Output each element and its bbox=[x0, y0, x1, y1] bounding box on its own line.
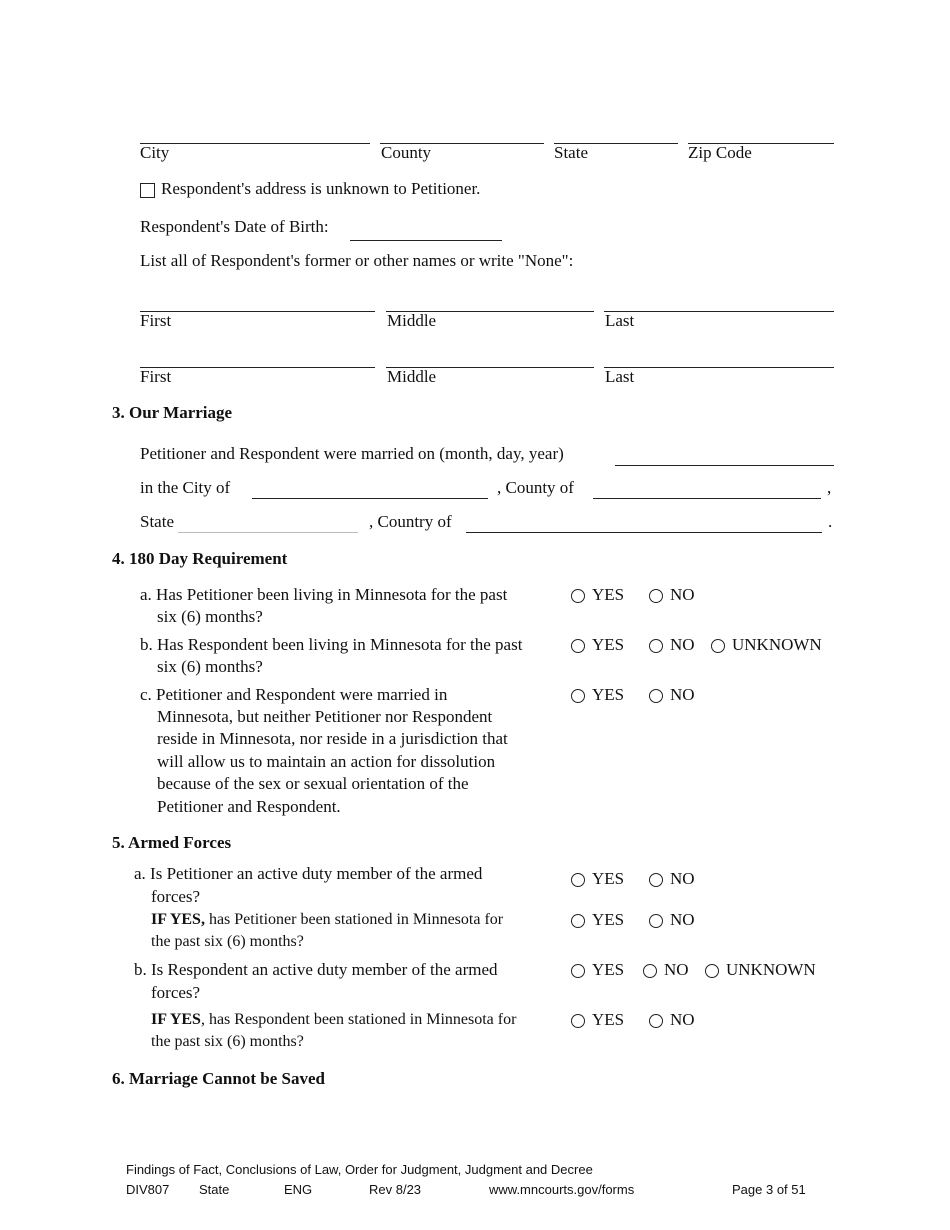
county-comma: , bbox=[827, 478, 832, 497]
q5a-if-yes-yes-radio[interactable] bbox=[571, 914, 585, 928]
marriage-city-field[interactable] bbox=[252, 498, 488, 499]
q5a-if-yes-bold: IF YES, bbox=[151, 911, 205, 928]
q5b-if-yes-line2: the past six (6) months? bbox=[151, 1033, 304, 1050]
q4c-no-radio[interactable] bbox=[649, 689, 663, 703]
footer-lang: ENG bbox=[284, 1182, 313, 1197]
q5a-if-yes-no-radio[interactable] bbox=[649, 914, 663, 928]
state-label-marriage: State bbox=[140, 512, 174, 531]
footer-rev: Rev 8/23 bbox=[369, 1182, 422, 1197]
section-5-heading: 5. Armed Forces bbox=[112, 833, 232, 852]
q5b-if-yes-yes-label: YES bbox=[592, 1010, 625, 1029]
state-label: State bbox=[554, 143, 588, 162]
q5b-unknown-label: UNKNOWN bbox=[726, 960, 816, 979]
q4b-yes-label: YES bbox=[592, 635, 625, 654]
address-unknown-label: Respondent's address is unknown to Petitioner. bbox=[161, 179, 481, 198]
dob-label: Respondent's Date of Birth: bbox=[140, 217, 329, 236]
q5b-unknown-radio[interactable] bbox=[705, 964, 719, 978]
q4c-yes-label: YES bbox=[592, 685, 625, 704]
zip-code-label: Zip Code bbox=[688, 143, 752, 162]
q5b-text-line1: b. Is Respondent an active duty member of the armed bbox=[134, 960, 498, 979]
country-period: . bbox=[828, 512, 833, 531]
married-on-label: Petitioner and Respondent were married on (month, day, year) bbox=[140, 444, 564, 463]
former-name-2-middle-label: Middle bbox=[387, 367, 437, 386]
q4c-text-line6: Petitioner and Respondent. bbox=[157, 797, 341, 816]
in-city-of-label: in the City of bbox=[140, 478, 231, 497]
section-3-heading: 3. Our Marriage bbox=[112, 403, 233, 422]
q4b-no-label: NO bbox=[670, 635, 695, 654]
country-of-label: , Country of bbox=[369, 512, 452, 531]
q4c-text-line5: because of the sex or sexual orientation of the bbox=[157, 774, 469, 793]
q5b-if-yes-rest: , has Respondent been stationed in Minnesota for bbox=[200, 1011, 517, 1028]
former-name-2-last-field[interactable] bbox=[604, 367, 834, 368]
q4c-text-line3: reside in Minnesota, nor reside in a jurisdiction that bbox=[157, 729, 508, 748]
q4b-yes-radio[interactable] bbox=[571, 639, 585, 653]
marriage-county-field[interactable] bbox=[593, 498, 821, 499]
q5b-yes-radio[interactable] bbox=[571, 964, 585, 978]
former-names-label: List all of Respondent's former or other names or write "None": bbox=[140, 251, 574, 270]
q5b-if-yes-line1 bbox=[151, 1009, 516, 1031]
q5b-if-yes-yes-radio[interactable] bbox=[571, 1014, 585, 1028]
former-name-1-first-field[interactable] bbox=[140, 311, 375, 312]
q5b-if-yes-bold: IF YES bbox=[151, 1011, 201, 1028]
former-name-2-first-field[interactable] bbox=[140, 367, 375, 368]
former-name-1-last-label: Last bbox=[605, 311, 635, 330]
q4b-text-line2: six (6) months? bbox=[157, 657, 263, 676]
county-of-label: , County of bbox=[497, 478, 574, 497]
marriage-country-field[interactable] bbox=[466, 532, 822, 533]
footer-title: Findings of Fact, Conclusions of Law, Order for Judgment, Judgment and Decree bbox=[126, 1162, 593, 1177]
q5a-if-yes-yes-label: YES bbox=[592, 910, 625, 929]
q5a-if-yes-no-label: NO bbox=[670, 910, 695, 929]
q5a-if-yes-line2: the past six (6) months? bbox=[151, 933, 304, 950]
section-4-heading: 4. 180 Day Requirement bbox=[112, 549, 288, 568]
footer-url[interactable]: www.mncourts.gov/forms bbox=[489, 1182, 635, 1197]
q5a-text-line1: a. Is Petitioner an active duty member of the armed bbox=[134, 864, 483, 883]
q4a-text-line2: six (6) months? bbox=[157, 607, 263, 626]
dob-field[interactable] bbox=[350, 240, 502, 241]
marriage-date-field[interactable] bbox=[615, 465, 834, 466]
q4a-no-radio[interactable] bbox=[649, 589, 663, 603]
city-label: City bbox=[140, 143, 170, 162]
q4c-text-line2: Minnesota, but neither Petitioner nor Respondent bbox=[157, 707, 493, 726]
former-name-1-middle-label: Middle bbox=[387, 311, 437, 330]
q5b-no-label: NO bbox=[664, 960, 689, 979]
q4b-unknown-radio[interactable] bbox=[711, 639, 725, 653]
q5a-no-label: NO bbox=[670, 869, 695, 888]
q4a-no-label: NO bbox=[670, 585, 695, 604]
address-unknown-checkbox[interactable] bbox=[140, 183, 155, 198]
q5b-yes-label: YES bbox=[592, 960, 625, 979]
footer-state: State bbox=[199, 1182, 230, 1197]
former-name-2-last-label: Last bbox=[605, 367, 635, 386]
q5a-if-yes-rest: has Petitioner been stationed in Minnesota for bbox=[204, 911, 504, 928]
q4a-text-line1: a. Has Petitioner been living in Minnesota for the past bbox=[140, 585, 508, 604]
marriage-state-field[interactable] bbox=[178, 532, 358, 533]
q5b-no-radio[interactable] bbox=[643, 964, 657, 978]
footer-form-id: DIV807 bbox=[126, 1182, 170, 1197]
q4c-text-line4: will allow us to maintain an action for dissolution bbox=[157, 752, 496, 771]
section-6-heading: 6. Marriage Cannot be Saved bbox=[112, 1069, 325, 1088]
q4c-yes-radio[interactable] bbox=[571, 689, 585, 703]
footer-page-number: Page 3 of 51 bbox=[732, 1182, 806, 1197]
q5a-yes-label: YES bbox=[592, 869, 625, 888]
q4a-yes-label: YES bbox=[592, 585, 625, 604]
county-label: County bbox=[381, 143, 432, 162]
q5a-if-yes-line1 bbox=[151, 909, 503, 931]
q5b-if-yes-no-radio[interactable] bbox=[649, 1014, 663, 1028]
q5b-if-yes-no-label: NO bbox=[670, 1010, 695, 1029]
q5a-no-radio[interactable] bbox=[649, 873, 663, 887]
city-field[interactable] bbox=[140, 143, 370, 144]
former-name-2-first-label: First bbox=[140, 367, 172, 386]
q5a-text-line2: forces? bbox=[151, 887, 201, 906]
q4b-text-line1: b. Has Respondent been living in Minnesota for the past bbox=[140, 635, 523, 654]
q4b-no-radio[interactable] bbox=[649, 639, 663, 653]
former-name-1-last-field[interactable] bbox=[604, 311, 834, 312]
q4a-yes-radio[interactable] bbox=[571, 589, 585, 603]
q4b-unknown-label: UNKNOWN bbox=[732, 635, 822, 654]
q5b-text-line2: forces? bbox=[151, 983, 201, 1002]
q4c-no-label: NO bbox=[670, 685, 695, 704]
q5a-yes-radio[interactable] bbox=[571, 873, 585, 887]
q4c-text-line1: c. Petitioner and Respondent were married in bbox=[140, 685, 448, 704]
former-name-1-first-label: First bbox=[140, 311, 172, 330]
